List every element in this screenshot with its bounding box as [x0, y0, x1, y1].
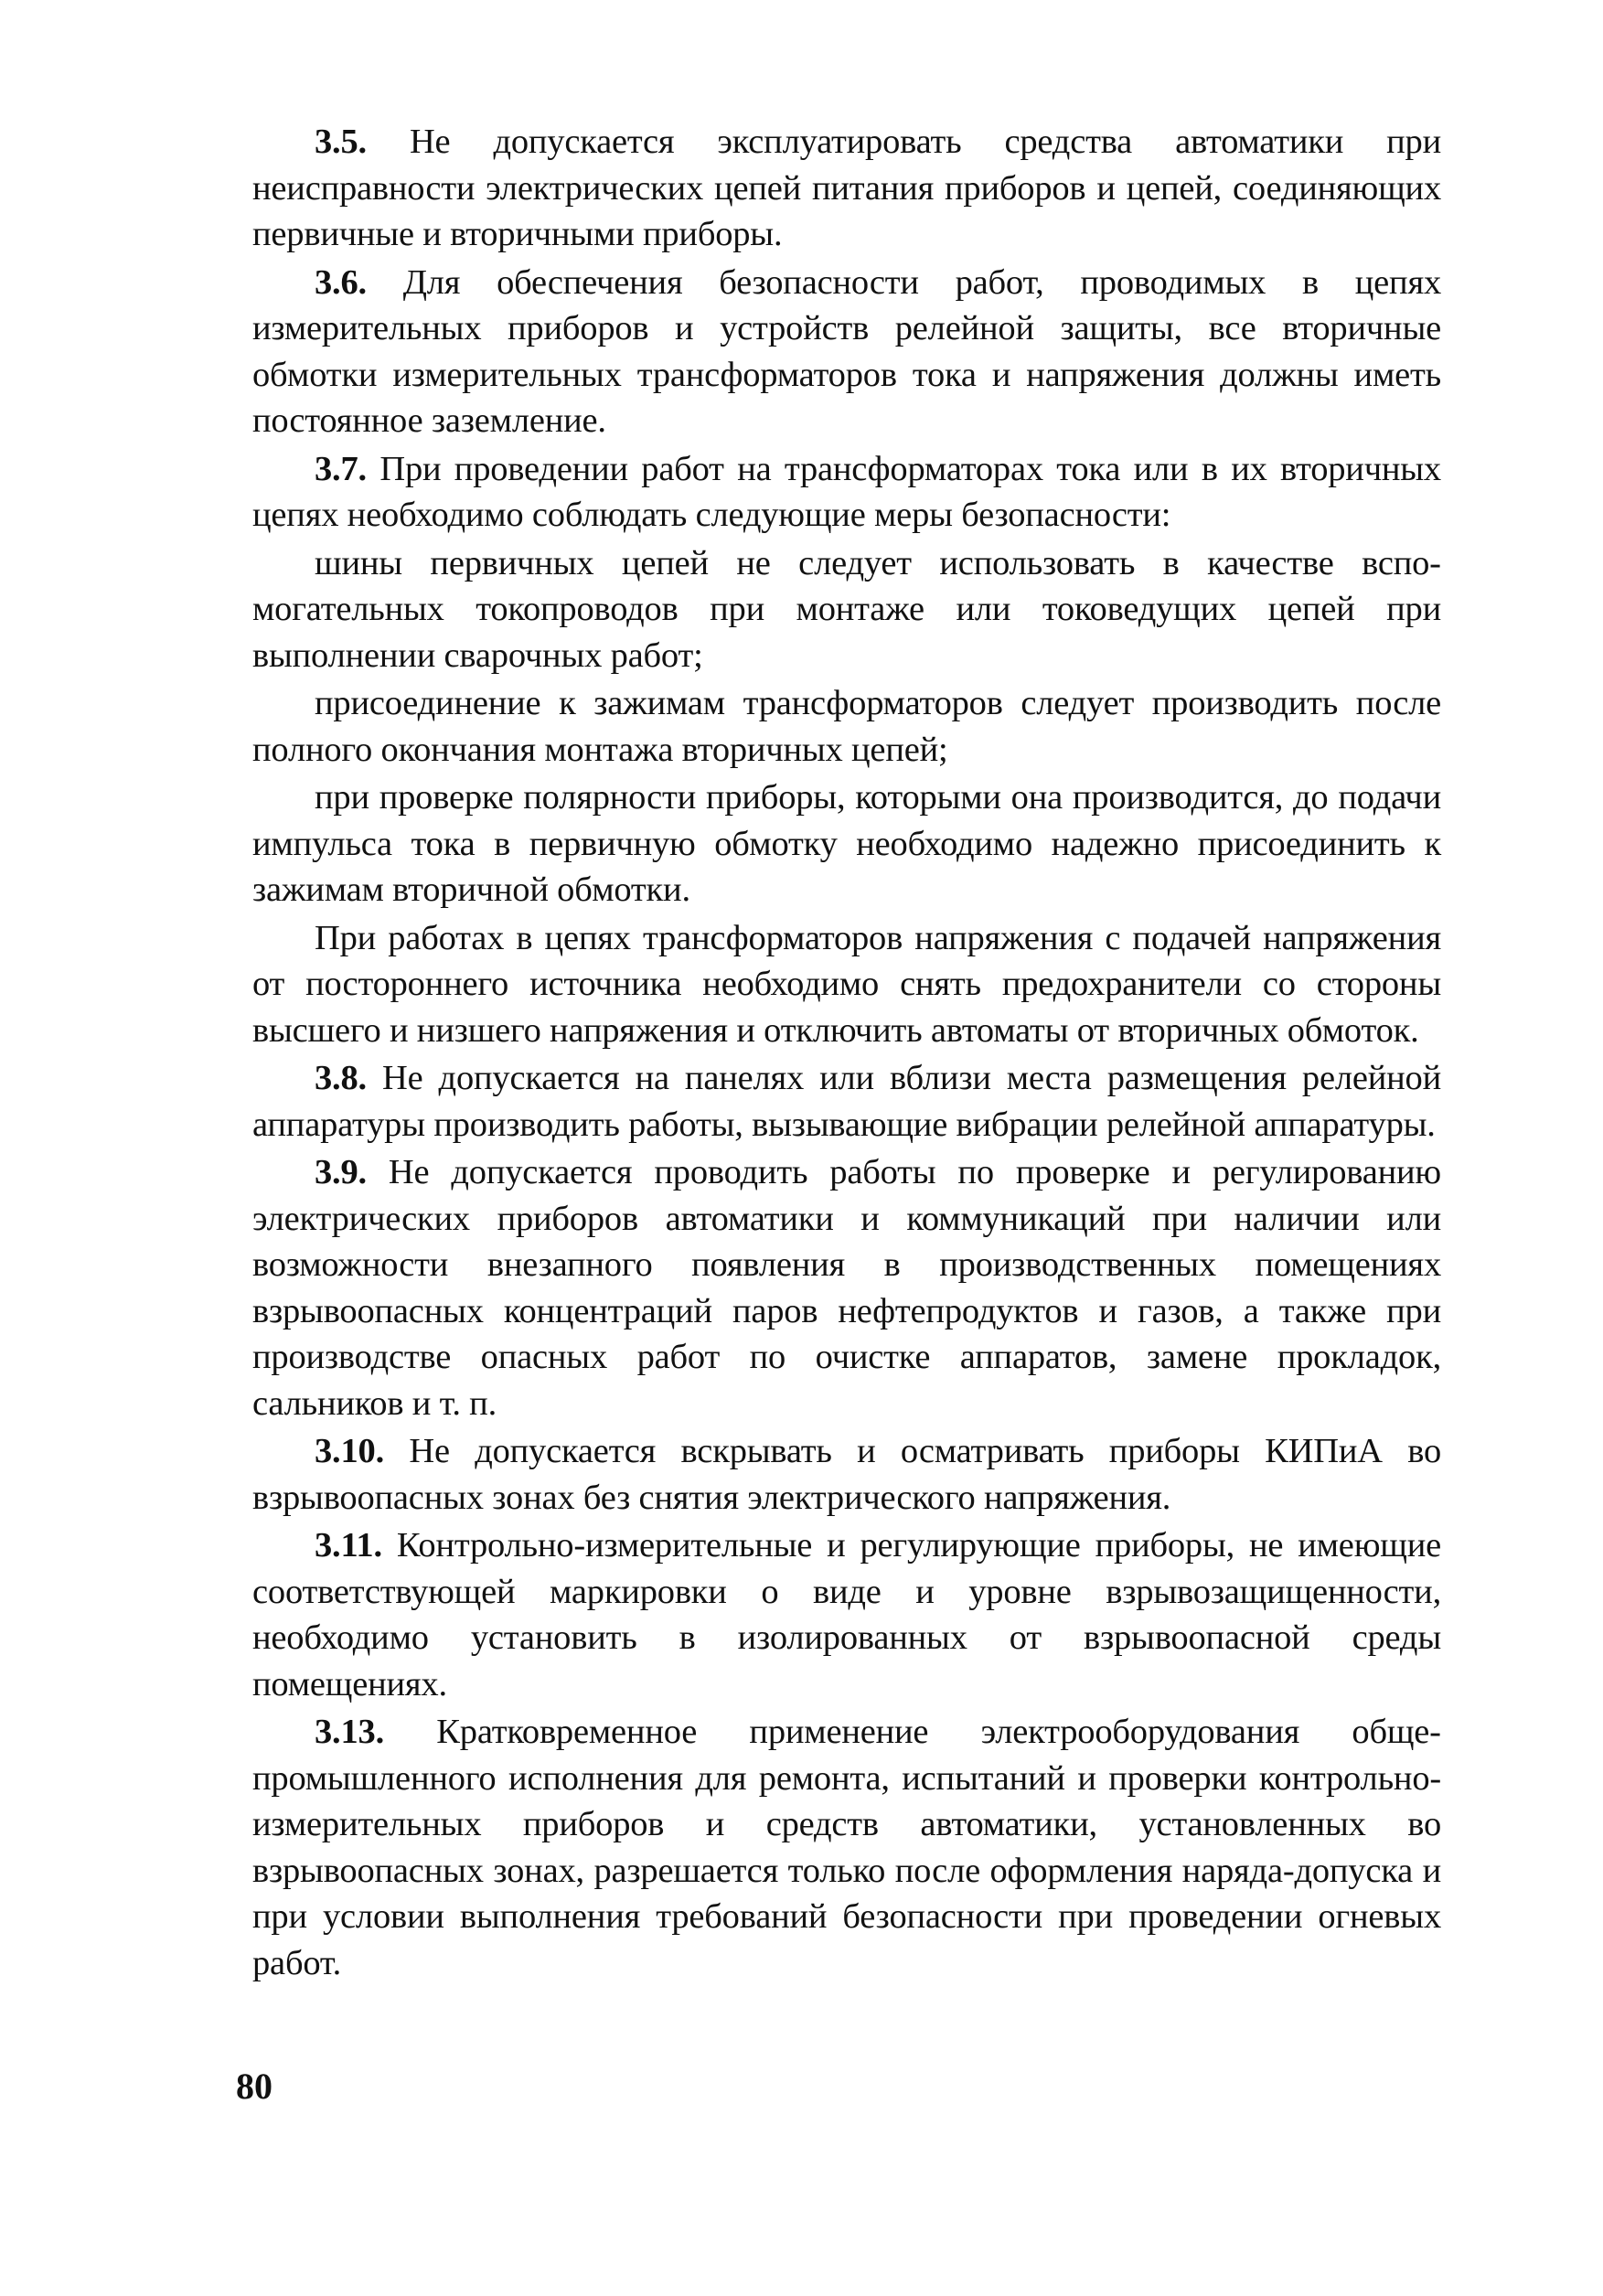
clause-number: 3.8.: [315, 1059, 367, 1097]
list-item-connection: [252, 680, 1441, 773]
paragraph-voltage-transformers: [252, 915, 1441, 1054]
paragraph-3-13: [252, 1709, 1441, 1986]
paragraph-text: Для обеспечения безопасности работ, проводимых в цепях измерительных приборов и устройств релейной защиты, все вторичные обмотки измерительных трансформаторов тока и напряжения должны иметь постоянное заземление.: [252, 262, 1441, 440]
clause-number: 3.7.: [315, 449, 367, 488]
paragraph-text: При работах в цепях трансформаторов напряжения с подачей напряжения от постороннего источника необходимо снять предохранители со стороны высшего и низшего напряжения и отключить автоматы от вторичных обмоток.: [252, 918, 1441, 1050]
paragraph-3-10: [252, 1428, 1441, 1521]
paragraph-text: Контрольно-измерительные и регулирующие приборы, не имеющие соответствующей маркировки о виде и уровне взрывозащищенности, необходимо установить в изолированных от взрывоопасной среды помещениях.: [252, 1526, 1441, 1703]
paragraph-text: Не допускается на панелях или вблизи места размещения релейной аппаратуры производить работы, вызывающие вибрации релейной аппаратуры.: [252, 1059, 1441, 1144]
list-item-busbars: [252, 540, 1441, 679]
paragraph-text: Не допускается вскрывать и осматривать приборы КИПиА во взрывоопасных зонах без снятия электрического напряжения.: [252, 1432, 1441, 1517]
clause-number: 3.5.: [315, 123, 367, 161]
paragraph-3-6: [252, 260, 1441, 444]
paragraph-3-11: [252, 1522, 1441, 1707]
paragraph-3-8: [252, 1055, 1441, 1148]
paragraph-3-7: [252, 446, 1441, 539]
clause-number: 3.9.: [315, 1153, 367, 1191]
list-item-polarity: [252, 774, 1441, 913]
paragraph-text: При проведении работ на трансформаторах тока или в их вторичных цепях необходимо соблюдать следующие меры безопасности:: [252, 449, 1441, 534]
clause-number: 3.10.: [315, 1432, 385, 1470]
paragraph-text: шины первичных цепей не следует использовать в качестве вспомогательных токопроводов при монтаже или токоведущих цепей при выполнении сварочных работ;: [252, 543, 1441, 675]
paragraph-3-5: [252, 119, 1441, 258]
paragraph-text: Не допускается эксплуатировать средства автоматики при неисправности электрических цепей питания приборов и цепей, соединяющих первичные и вторичными приборы.: [252, 123, 1441, 253]
clause-number: 3.6.: [315, 262, 367, 302]
clause-number: 3.13.: [315, 1713, 385, 1751]
paragraph-text: Не допускается проводить работы по проверке и регулированию электрических приборов автоматики и коммуникаций при наличии или возможности внезапного появления в производственных помещениях взрывоопасных концентраций паров нефтепродуктов и газов, а также при производстве опасных работ по очистке аппаратов, замене прокладок, сальников и т. п.: [252, 1153, 1441, 1423]
paragraph-3-9: [252, 1149, 1441, 1426]
paragraph-text: при проверке полярности приборы, которыми она производится, до подачи импульса тока в первичную обмотку необходимо надежно присоединить к зажимам вторичной обмотки.: [252, 778, 1441, 909]
page-number: 80: [236, 2066, 273, 2107]
paragraph-text: присоединение к зажимам трансформаторов следует производить после полного окончания монтажа вторичных цепей;: [252, 684, 1441, 769]
clause-number: 3.11.: [315, 1526, 382, 1564]
page-body: [252, 119, 1441, 1988]
paragraph-text: Кратковременное применение электрооборудования общепромышленного исполнения для ремонта, испытаний и проверки контрольно-измерительных приборов и средств автоматики, установленных во взрывоопасных зонах, разрешается только после оформления наряда-допуска и при условии выполнения требований безопасности при проведении огневых работ.: [252, 1713, 1441, 1982]
